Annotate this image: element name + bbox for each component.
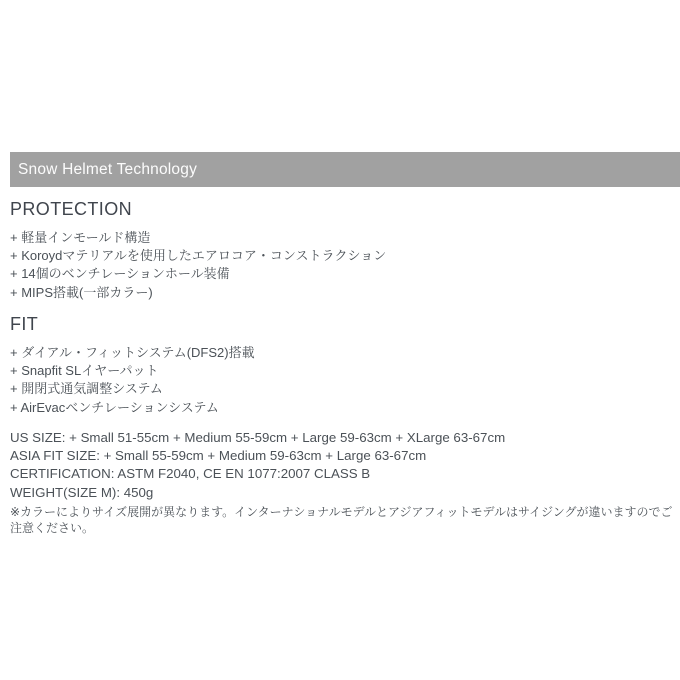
spec-line-certification: CERTIFICATION: ASTM F2040, CE EN 1077:2007 CLASS B (10, 466, 371, 482)
protection-feature-item: + 14個のベンチレーションホール装備 (10, 266, 230, 282)
fit-feature-item: + AirEvacベンチレーションシステム (10, 399, 219, 415)
spec-line-asia-fit-size: ASIA FIT SIZE: + Small 55-59cm + Medium 59-63cm + Large 63-67cm (10, 448, 427, 464)
spec-list (10, 429, 664, 502)
fit-feature-item: + ダイアル・フィットシステム(DFS2)搭載 (10, 345, 255, 360)
protection-feature-list (10, 229, 664, 302)
section-header-title: Snow Helmet Technology (18, 160, 198, 178)
protection-heading: PROTECTION (10, 199, 133, 219)
fit-feature-item: + Snapfit SLイヤーパット (10, 363, 159, 379)
protection-feature-item: + 軽量インモールド構造 (10, 230, 151, 245)
protection-feature-item: + MIPS搭載(一部カラー) (10, 284, 153, 300)
size-note: ※カラーによりサイズ展開が異なります。インターナショナルモデルとアジアフィットモデルはサイジングが違いますのでご注意ください。 (10, 505, 673, 535)
fit-feature-item: + 開閉式通気調整システム (10, 381, 163, 397)
fit-heading: FIT (10, 314, 39, 334)
spec-line-weight: WEIGHT(SIZE M): 450g (10, 484, 154, 500)
fit-feature-list (10, 344, 664, 417)
spec-line-us-size: US SIZE: + Small 51-55cm + Medium 55-59cm + Large 59-63cm + XLarge 63-67cm (10, 430, 506, 445)
protection-feature-item: + Koroydマテリアルを使用したエアロコア・コンストラクション (10, 248, 387, 264)
section-header-bar (10, 152, 680, 187)
